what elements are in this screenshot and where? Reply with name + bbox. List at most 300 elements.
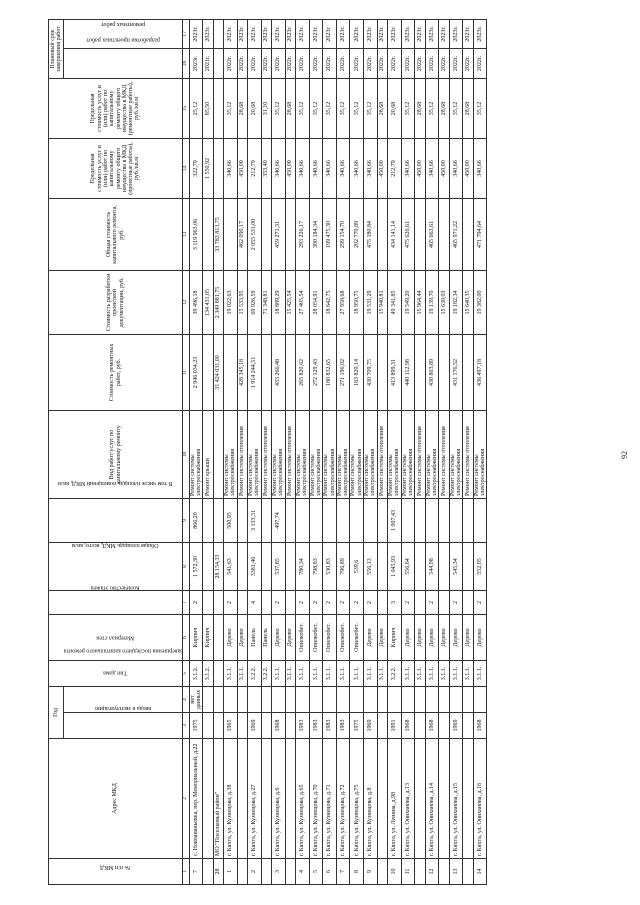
cell-n: 11	[401, 859, 415, 885]
cell-y2: 2023г.	[425, 19, 439, 48]
cell-ld: 35,12	[473, 78, 487, 138]
cell-fl: 4	[248, 590, 262, 614]
cell-type: 3.1.1.	[364, 660, 378, 686]
cell-cd: 27 958,68	[336, 270, 350, 334]
cell-cd: 49 341,85	[388, 270, 402, 334]
cell-walls: Дерево	[463, 614, 473, 660]
cell-cw	[203, 334, 213, 410]
cell-type: 3.1.2.	[189, 660, 203, 686]
cell-y1: 2022г.	[463, 48, 473, 78]
repair-program-table	[48, 19, 487, 885]
cell-type: 3.1.1.	[350, 660, 364, 686]
cell-work: Ремонт системы электроснабжения	[189, 410, 203, 498]
cell-cd: 69 926,59	[248, 270, 262, 334]
cell-cd: 15 640,35	[463, 270, 473, 334]
cell-type: 3.1.1.	[285, 660, 295, 686]
cell-cw: 180 832,65	[323, 334, 337, 410]
cell-addr	[463, 739, 473, 859]
cell-cw: 265 820,62	[296, 334, 310, 410]
cell-cd: 2 349 881,75	[213, 270, 223, 334]
cell-work: Ремонт системы отопления	[377, 410, 387, 498]
cell-type: 3.1.1.	[463, 660, 473, 686]
cell-ld: 35,12	[323, 78, 337, 138]
cell-at	[261, 542, 271, 590]
cell-at: 537,85	[272, 542, 286, 590]
cell-addr: г. Кяхта, ул. Ониханова, д.15	[449, 739, 463, 859]
cell-at: 541,63	[224, 542, 238, 590]
cell-y2: 2023г.	[272, 19, 286, 48]
cell-addr: г. Кяхта, ул. Кузнецова, д.65	[296, 739, 310, 859]
cell-yr	[309, 686, 323, 712]
cell-cd: 19 549,20	[401, 270, 415, 334]
cell-walls: Дерево	[401, 614, 415, 660]
cell-cd: 18 889,29	[272, 270, 286, 334]
cell-cd: 18 642,75	[323, 270, 337, 334]
cell-cw	[439, 334, 449, 410]
cell-al	[237, 498, 247, 542]
cell-cd: 15 940,81	[377, 270, 387, 334]
cell-cw: 433 266,48	[272, 334, 286, 410]
cell-al	[439, 498, 449, 542]
cell-work	[213, 410, 223, 498]
cell-n	[377, 859, 387, 885]
cell-y1: 2022г.	[224, 48, 238, 78]
cell-y2: 2023г.	[261, 19, 271, 48]
cell-cw: 1 914 244,51	[248, 334, 262, 410]
cell-addr: г. Кяхта, ул. Кузнецова, д.8	[364, 739, 378, 859]
cell-work: Ремонт системы отопления	[237, 410, 247, 498]
cell-at	[439, 542, 449, 590]
cell-n: 6	[323, 859, 337, 885]
cell-cd: 134 431,05	[203, 270, 213, 334]
cell-work: Ремонт системы электроснабжения	[296, 410, 310, 498]
cell-y1: 2022г.	[388, 48, 402, 78]
column-index-cell: 9	[183, 498, 190, 542]
cell-cd: 15 425,54	[285, 270, 295, 334]
cell-tot	[377, 198, 387, 270]
cell-work: Ремонт системы отопления	[463, 410, 473, 498]
cell-tot: 3 119 963,06	[189, 198, 203, 270]
cell-addr: г. Кяхта, ул. Ониханова, д.16	[473, 739, 487, 859]
cell-addr	[261, 739, 271, 859]
cell-y1	[213, 48, 223, 78]
cell-addr	[237, 739, 247, 859]
cell-y2: 2023г.	[463, 19, 473, 48]
cell-fl: 2	[449, 590, 463, 614]
cell-yr	[388, 686, 402, 712]
header-cost-work: Стоимость ремонтных работ, руб.	[49, 334, 183, 410]
cell-yr	[261, 686, 271, 712]
cell-lw: 212,79	[388, 138, 402, 198]
column-index-cell: 13	[183, 198, 190, 270]
cell-tot: 475 626,61	[401, 198, 415, 270]
cell-y1: 2022г.	[261, 48, 271, 78]
cell-lw: 340,66	[272, 138, 286, 198]
header-cost-design: Стоимость разработки проектной документации, руб.	[49, 270, 183, 334]
cell-cd: 19 531,29	[364, 270, 378, 334]
cell-y2: 2023г.	[364, 19, 378, 48]
cell-lw: 340,66	[350, 138, 364, 198]
cell-al	[364, 498, 378, 542]
cell-cw	[261, 334, 271, 410]
cell-cw: 272 129,43	[309, 334, 323, 410]
cell-cw: 436 497,18	[473, 334, 487, 410]
column-index-cell: 12	[183, 270, 190, 334]
cell-work: Ремонт крыши	[203, 410, 213, 498]
cell-tot	[261, 198, 271, 270]
cell-cd: 28 054,91	[309, 270, 323, 334]
cell-addr	[285, 739, 295, 859]
cell-fl: 2	[364, 590, 378, 614]
cell-yr: нет данных	[189, 686, 203, 712]
table-row	[296, 19, 310, 884]
column-index-cell: 4	[183, 686, 190, 712]
cell-n: 1	[224, 859, 238, 885]
cell-at	[463, 542, 473, 590]
cell-fl: 2	[189, 590, 203, 614]
cell-cw: 431 176,52	[449, 334, 463, 410]
cell-al	[296, 498, 310, 542]
cell-addr: г. Кяхта, ул. Ониханова, д.14	[425, 739, 439, 859]
cell-lw: 340,66	[473, 138, 487, 198]
cell-addr	[203, 739, 213, 859]
header-n: № п/п МКД	[49, 859, 183, 885]
cell-y1: 2022г.	[401, 48, 415, 78]
cell-al	[463, 498, 473, 542]
cell-work: Ремонт системы электроснабжения	[323, 410, 337, 498]
cell-yr	[415, 686, 425, 712]
column-index-cell: 2	[183, 739, 190, 859]
cell-walls: Кирпич	[203, 614, 213, 660]
cell-y1: 2022г.	[364, 48, 378, 78]
cell-type: 3.1.1.	[296, 660, 310, 686]
cell-work: Ремонт системы электроснабжения	[350, 410, 364, 498]
cell-y2: 2023г.	[350, 19, 364, 48]
cell-yr	[425, 686, 439, 712]
cell-walls: Опилкобет.	[296, 614, 310, 660]
column-index-cell: 6	[183, 614, 190, 660]
cell-yb	[439, 713, 449, 739]
cell-al	[401, 498, 415, 542]
cell-y1: 2022г.	[285, 48, 295, 78]
table-row	[213, 19, 223, 884]
cell-type: 3.1.1.	[401, 660, 415, 686]
table-row	[261, 19, 271, 884]
cell-type: 3.1.1.	[439, 660, 449, 686]
cell-work: Ремонт системы отопления	[439, 410, 449, 498]
column-index-cell: 14	[183, 138, 190, 198]
cell-yr	[213, 686, 223, 712]
cell-ld: 28,68	[439, 78, 449, 138]
cell-walls: Дерево	[377, 614, 387, 660]
cell-cw: 271 196,02	[336, 334, 350, 410]
cell-lw: 340,66	[425, 138, 439, 198]
cell-type: 3.2.2.	[261, 660, 271, 686]
cell-yr	[350, 686, 364, 712]
cell-yb: 1968	[473, 713, 487, 739]
cell-walls: Дерево	[439, 614, 449, 660]
header-area-total: Общая площадь МКД, всего, кв.м	[49, 542, 183, 590]
cell-al: 1 007,43	[388, 498, 402, 542]
cell-walls: Дерево	[473, 614, 487, 660]
cell-yb: 1968	[425, 713, 439, 739]
page-number: 92	[620, 451, 629, 459]
cell-yb: 1968	[401, 713, 415, 739]
cell-fl: 2	[350, 590, 364, 614]
header-year-group: Год	[49, 686, 64, 738]
cell-lw: 340,66	[401, 138, 415, 198]
cell-yr	[449, 686, 463, 712]
cell-ld: 35,12	[401, 78, 415, 138]
table-row	[463, 19, 473, 884]
cell-ld: 31,10	[261, 78, 271, 138]
cell-work: Ремонт системы электроснабжения	[425, 410, 439, 498]
cell-n	[261, 859, 271, 885]
column-index-cell: 11	[183, 334, 190, 410]
cell-n: 14	[473, 859, 487, 885]
cell-yb	[415, 713, 425, 739]
cell-n	[285, 859, 295, 885]
cell-n: 13	[449, 859, 463, 885]
cell-cw: 430 709,75	[364, 334, 378, 410]
cell-work: Ремонт системы электроснабжения	[388, 410, 402, 498]
cell-n	[237, 859, 247, 885]
cell-y1: 2022г.	[350, 48, 364, 78]
column-index-cell: 5	[183, 660, 190, 686]
cell-yb	[377, 713, 387, 739]
cell-work: Ремонт системы отопления	[285, 410, 295, 498]
cell-lw: 450,00	[415, 138, 425, 198]
cell-y2: 2023г.	[189, 19, 203, 48]
column-index-cell: 1	[183, 859, 190, 885]
cell-ld: 35,12	[364, 78, 378, 138]
cell-yb	[261, 713, 271, 739]
table-row	[415, 19, 425, 884]
cell-walls: Кирпич	[189, 614, 203, 660]
cell-walls: Дерево	[415, 614, 425, 660]
cell-lw: 450,00	[285, 138, 295, 198]
cell-y1: 2022г.	[248, 48, 262, 78]
column-index-row	[183, 19, 190, 884]
table-row	[203, 19, 213, 884]
cell-work: Ремонт системы электроснабжения	[449, 410, 463, 498]
cell-work: Ремонт системы электроснабжения	[336, 410, 350, 498]
cell-yb: 1969	[449, 713, 463, 739]
cell-fl: 3	[388, 590, 402, 614]
cell-lw: 340,66	[309, 138, 323, 198]
cell-y2: 2023г.	[309, 19, 323, 48]
cell-addr: г. Кяхта, ул. Кузнецова, д.71	[323, 739, 337, 859]
table-row	[237, 19, 247, 884]
table-row	[272, 19, 286, 884]
cell-ld: 28,68	[285, 78, 295, 138]
cell-y1: 2023г.	[189, 48, 203, 78]
cell-ld: 28,68	[377, 78, 387, 138]
cell-ld: 35,12	[336, 78, 350, 138]
cell-fl	[203, 590, 213, 614]
cell-tot	[439, 198, 449, 270]
cell-fl: 2	[323, 590, 337, 614]
cell-tot: 33 783 813,75	[213, 198, 223, 270]
cell-cd: 15 533,95	[237, 270, 247, 334]
cell-al	[336, 498, 350, 542]
cell-lw	[213, 138, 223, 198]
cell-n: 7	[336, 859, 350, 885]
header-total: Общая стоимость капитального ремонта, руб.	[49, 198, 183, 270]
header-address: Адрес МКД	[49, 739, 183, 859]
header-year-built: ввода в эксплуатацию	[64, 713, 183, 739]
cell-at: 544,98	[425, 542, 439, 590]
cell-y1: 2022г.	[473, 48, 487, 78]
table-row	[224, 19, 238, 884]
cell-y2: 2023г.	[336, 19, 350, 48]
cell-type: 3.1.1.	[425, 660, 439, 686]
cell-tot: 465 663,61	[425, 198, 439, 270]
cell-ld: 20,68	[388, 78, 402, 138]
cell-lw: 212,79	[248, 138, 262, 198]
cell-at	[285, 542, 295, 590]
cell-work: Ремонт системы электроснабжения	[272, 410, 286, 498]
cell-yb: 1975	[350, 713, 364, 739]
cell-al	[323, 498, 337, 542]
cell-yr	[203, 686, 213, 712]
cell-fl: 2	[296, 590, 310, 614]
cell-yb: 1968	[272, 713, 286, 739]
cell-y2: 2023г.	[415, 19, 425, 48]
cell-y2: 2023г.	[203, 19, 213, 48]
cell-lw: 353,40	[261, 138, 271, 198]
cell-n	[203, 859, 213, 885]
cell-yb: 1969	[364, 713, 378, 739]
cell-at: 28 154,33	[213, 542, 223, 590]
table-row	[285, 19, 295, 884]
cell-al	[425, 498, 439, 542]
cell-addr	[415, 739, 425, 859]
cell-lw: 322,79	[189, 138, 203, 198]
cell-addr	[377, 739, 387, 859]
cell-yr	[296, 686, 310, 712]
cell-walls: Опилкобет.	[350, 614, 364, 660]
cell-addr: МО "Поселковый район"	[213, 739, 223, 859]
cell-walls: Дерево	[224, 614, 238, 660]
cell-ld: 35,12	[350, 78, 364, 138]
cell-y2: 2023г.	[323, 19, 337, 48]
cell-work: Ремонт системы отопления	[415, 410, 425, 498]
cell-yb: 1983	[336, 713, 350, 739]
cell-tot: 434 141,14	[388, 198, 402, 270]
cell-al	[415, 498, 425, 542]
cell-y1: 2021г.	[203, 48, 213, 78]
cell-cw: 430 803,89	[425, 334, 439, 410]
cell-addr: г. Кяхта, ул. Кузнецова, д.70	[309, 739, 323, 859]
cell-cw	[415, 334, 425, 410]
header-walls: Материал стен	[49, 614, 183, 660]
cell-ld: 35,12	[272, 78, 286, 138]
cell-yr	[323, 686, 337, 712]
cell-at	[377, 542, 387, 590]
cell-addr: с. Новоананьевка, пер. Мемориальный, д.22	[189, 739, 203, 859]
cell-addr: г. Кяхта, ул. Кузнецова, д.38	[224, 739, 238, 859]
cell-al: 497,74	[272, 498, 286, 542]
cell-walls: Дерево	[425, 614, 439, 660]
cell-yr	[364, 686, 378, 712]
cell-cd: 19 139,70	[425, 270, 439, 334]
cell-work: Ремонт системы отопления	[261, 410, 271, 498]
cell-yb	[285, 713, 295, 739]
cell-work: Ремонт системы электроснабжения	[309, 410, 323, 498]
cell-al	[309, 498, 323, 542]
column-index-cell: 7	[183, 590, 190, 614]
cell-lw: 450,00	[463, 138, 473, 198]
table-row	[425, 19, 439, 884]
cell-al	[261, 498, 271, 542]
cell-ld: 85,50	[203, 78, 213, 138]
cell-y1: 2022г.	[237, 48, 247, 78]
cell-lw: 450,00	[439, 138, 449, 198]
cell-n: 8	[350, 859, 364, 885]
cell-al	[203, 498, 213, 542]
cell-yr	[272, 686, 286, 712]
cell-ld: 20,68	[248, 78, 262, 138]
cell-cw: 183 820,14	[350, 334, 364, 410]
cell-type	[213, 660, 223, 686]
cell-fl	[213, 590, 223, 614]
cell-y1: 2022г.	[272, 48, 286, 78]
header-period: Плановый срок завершения работ	[49, 19, 64, 78]
cell-fl	[439, 590, 449, 614]
table-row	[439, 19, 449, 884]
cell-y1: 2022г.	[336, 48, 350, 78]
cell-work: Ремонт системы электроснабжения	[473, 410, 487, 498]
cell-n: 9	[364, 859, 378, 885]
cell-tot	[463, 198, 473, 270]
cell-cd: 18 950,75	[350, 270, 364, 334]
cell-y2	[213, 19, 223, 48]
cell-walls: Опилкобет.	[323, 614, 337, 660]
cell-n	[439, 859, 449, 885]
cell-n: 2	[248, 859, 262, 885]
header-limit-design: Предельная стоимость услуг и (или) работ по капитальному ремонту общего имущества в МКД (ремонтные работы), руб./кв.м	[49, 78, 183, 138]
cell-type: 3.1.1.	[449, 660, 463, 686]
table-row	[336, 19, 350, 884]
table-row	[309, 19, 323, 884]
cell-at: 556,64	[401, 542, 415, 590]
cell-cd: 71 348,81	[261, 270, 271, 334]
cell-addr: г. Кяхта, ул. Кузнецова, д.72	[336, 739, 350, 859]
cell-lw: 1 550,92	[203, 138, 213, 198]
cell-tot	[203, 198, 213, 270]
cell-type: 3.1.1.	[309, 660, 323, 686]
cell-walls: Кирпич	[388, 614, 402, 660]
table-row	[449, 19, 463, 884]
header-design-works: разработки проектных работ	[64, 48, 183, 78]
cell-fl: 2	[425, 590, 439, 614]
table-row	[189, 19, 203, 884]
cell-work: Ремонт системы электроснабжения	[401, 410, 415, 498]
cell-lw: 340,66	[449, 138, 463, 198]
cell-fl	[285, 590, 295, 614]
cell-type: 3.1.1.	[415, 660, 425, 686]
cell-type: 3.1.1.	[473, 660, 487, 686]
cell-lw: 450,00	[377, 138, 387, 198]
cell-addr: г. Кяхта, ул. Ленина, д.98	[388, 739, 402, 859]
table-row	[364, 19, 378, 884]
cell-at: 539,6	[350, 542, 364, 590]
cell-n: 12	[425, 859, 439, 885]
cell-type: 3.2.2.	[388, 660, 402, 686]
cell-tot: 471 794,64	[473, 198, 487, 270]
cell-y1: 2022г.	[323, 48, 337, 78]
